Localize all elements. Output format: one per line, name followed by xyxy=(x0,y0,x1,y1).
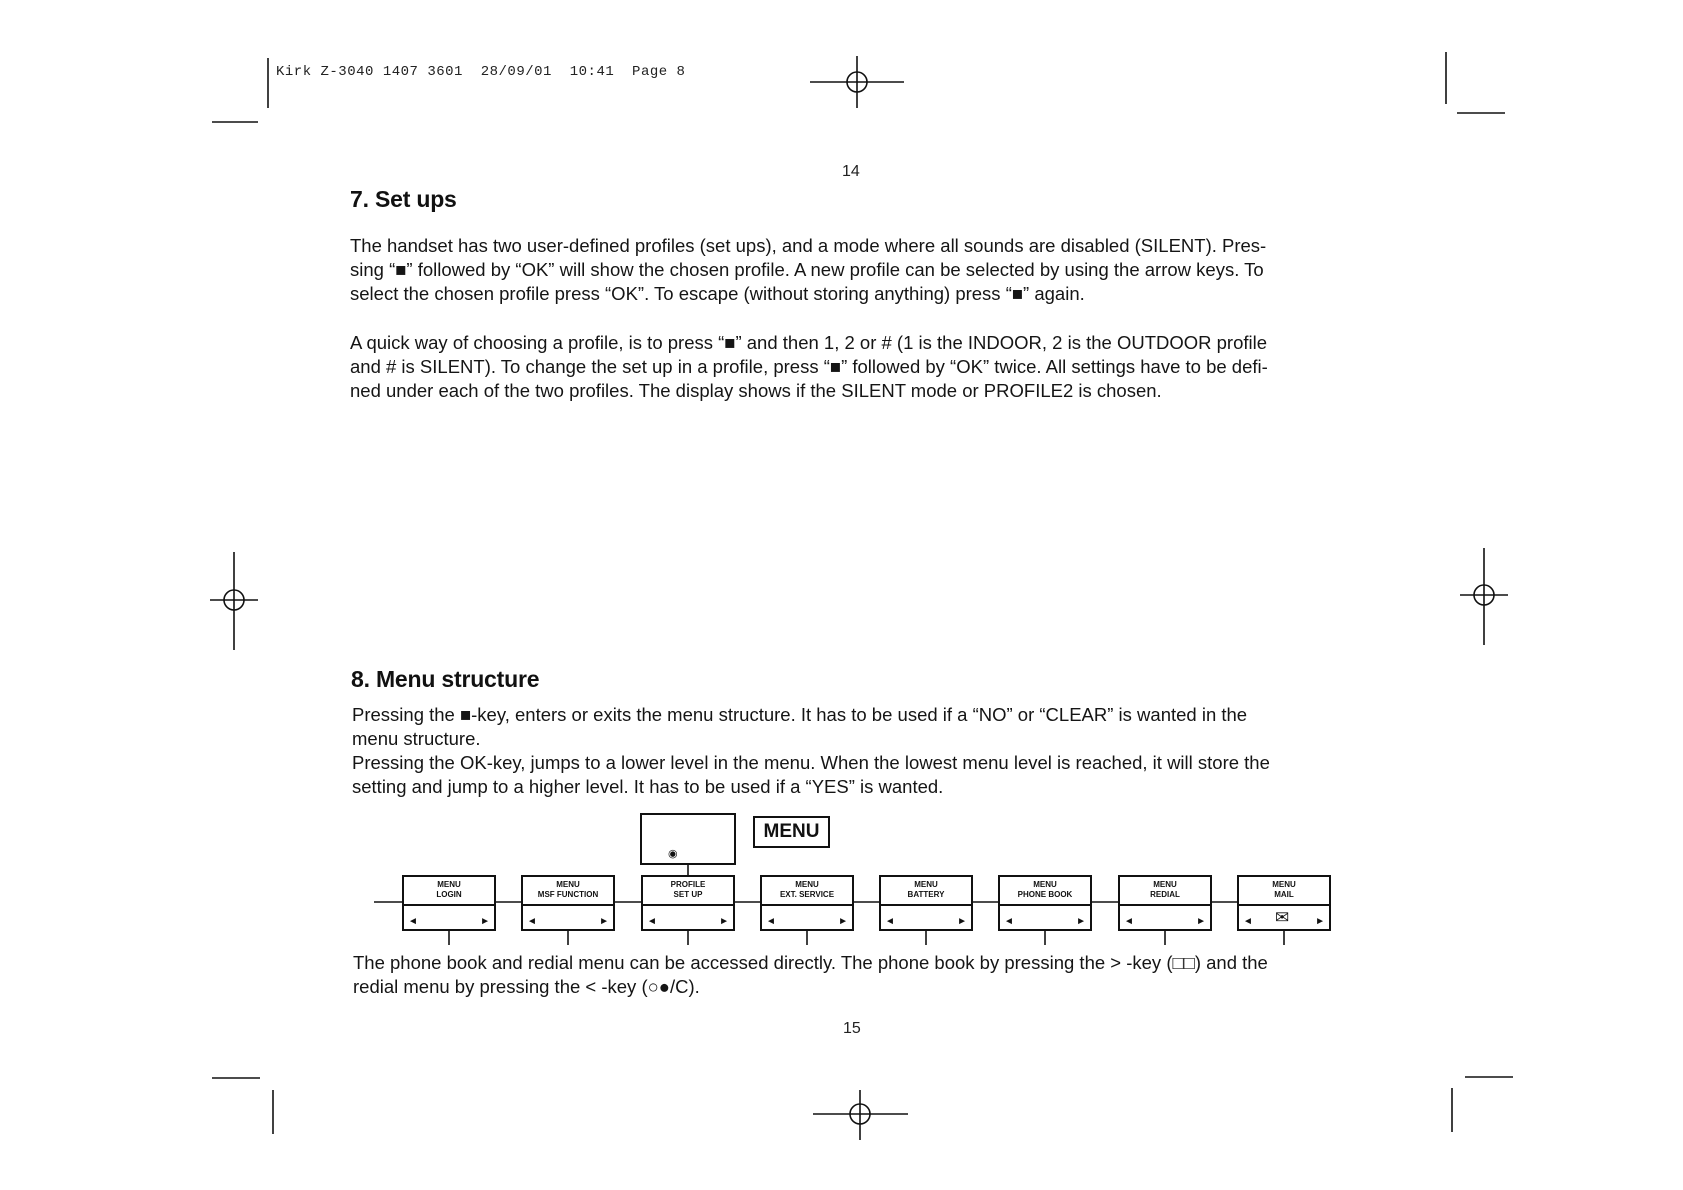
arrow-left-icon: ◄ xyxy=(408,916,418,927)
text-line: Pressing the ■-key, enters or exits the menu structure. It has to be used if a “NO” or “CLEAR” is wanted in the xyxy=(352,704,1248,725)
box-label: BATTERY xyxy=(907,890,945,899)
text-line: ned under each of the two profiles. The display shows if the SILENT mode or PROFILE2 is chosen. xyxy=(350,380,1162,401)
box-label: REDIAL xyxy=(1150,890,1180,899)
text-line: The phone book and redial menu can be accessed directly. The phone book by pressing the > -key (□□) and the xyxy=(353,952,1268,973)
box-label: MENU xyxy=(795,880,819,889)
text-line: The handset has two user-defined profiles (set ups), and a mode where all sounds are disabled (SILENT). Pres- xyxy=(350,235,1267,256)
box-label: PHONE BOOK xyxy=(1017,890,1073,899)
box-label: LOGIN xyxy=(436,890,462,899)
arrow-left-icon: ◄ xyxy=(1004,916,1014,927)
menu-box-login xyxy=(402,875,496,931)
text-line: and # is SILENT). To change the set up in a profile, press “■” followed by “OK” twice. All settings have to be defi- xyxy=(350,356,1268,377)
arrow-right-icon: ► xyxy=(599,916,609,927)
arrow-right-icon: ► xyxy=(719,916,729,927)
arrow-left-icon: ◄ xyxy=(885,916,895,927)
menu-box-ext-service xyxy=(760,875,854,931)
menu-box-profile-setup xyxy=(641,875,735,931)
box-divider xyxy=(643,904,733,906)
box-label: PROFILE xyxy=(670,880,706,889)
arrow-right-icon: ► xyxy=(957,916,967,927)
text-line: Pressing the OK-key, jumps to a lower level in the menu. When the lowest menu level is reached, it will store the xyxy=(352,752,1270,773)
text-line: select the chosen profile press “OK”. To escape (without storing anything) press “■” again. xyxy=(350,283,1085,304)
box-label: MENU xyxy=(1033,880,1057,889)
arrow-right-icon: ► xyxy=(1315,916,1325,927)
menu-key: MENU xyxy=(753,816,830,848)
box-label: MENU xyxy=(1153,880,1177,889)
box-divider xyxy=(881,904,971,906)
arrow-left-icon: ◄ xyxy=(1243,916,1253,927)
mail-icon: ✉ xyxy=(1275,908,1290,927)
box-label: EXT. SERVICE xyxy=(779,890,835,899)
section-7-heading: 7. Set ups xyxy=(350,186,457,212)
menu-box-msf-function xyxy=(521,875,615,931)
menu-box-battery xyxy=(879,875,973,931)
menu-box-mail xyxy=(1237,875,1331,931)
section-8-paragraph-2 xyxy=(353,951,1353,999)
arrow-right-icon: ► xyxy=(838,916,848,927)
arrow-right-icon: ► xyxy=(1196,916,1206,927)
menu-box-redial xyxy=(1118,875,1212,931)
section-8-heading: 8. Menu structure xyxy=(351,666,540,692)
text-line: redial menu by pressing the < -key (○●/C). xyxy=(353,976,700,997)
arrow-left-icon: ◄ xyxy=(1124,916,1134,927)
text-line: setting and jump to a higher level. It has to be used if a “YES” is wanted. xyxy=(352,776,944,797)
box-label: MSF FUNCTION xyxy=(537,890,599,899)
box-label: MENU xyxy=(914,880,938,889)
arrow-left-icon: ◄ xyxy=(527,916,537,927)
box-label: MENU xyxy=(437,880,461,889)
box-divider xyxy=(762,904,852,906)
arrow-right-icon: ► xyxy=(480,916,490,927)
menu-box-phone-book xyxy=(998,875,1092,931)
text-line: A quick way of choosing a profile, is to press “■” and then 1, 2 or # (1 is the INDOOR, 2 is the OUTDOOR profile xyxy=(350,332,1268,353)
page-number-top: 14 xyxy=(842,163,860,180)
box-label: MENU xyxy=(556,880,580,889)
display-antenna-icon: ◉ xyxy=(668,848,678,860)
text-line: menu structure. xyxy=(352,728,481,749)
box-divider xyxy=(1120,904,1210,906)
arrow-left-icon: ◄ xyxy=(647,916,657,927)
text-line: sing “■” followed by “OK” will show the chosen profile. A new profile can be selected by using the arrow keys. To xyxy=(350,259,1264,280)
box-divider xyxy=(404,904,494,906)
page-number-bottom: 15 xyxy=(843,1020,861,1037)
print-slug: Kirk Z-3040 1407 3601 28/09/01 10:41 Page 8 xyxy=(276,64,686,80)
box-divider xyxy=(1239,904,1329,906)
box-label: MAIL xyxy=(1274,890,1294,899)
handset-display xyxy=(640,813,736,865)
box-divider xyxy=(523,904,613,906)
arrow-right-icon: ► xyxy=(1076,916,1086,927)
arrow-left-icon: ◄ xyxy=(766,916,776,927)
box-divider xyxy=(1000,904,1090,906)
box-label: SET UP xyxy=(673,890,703,899)
box-label: MENU xyxy=(1272,880,1296,889)
